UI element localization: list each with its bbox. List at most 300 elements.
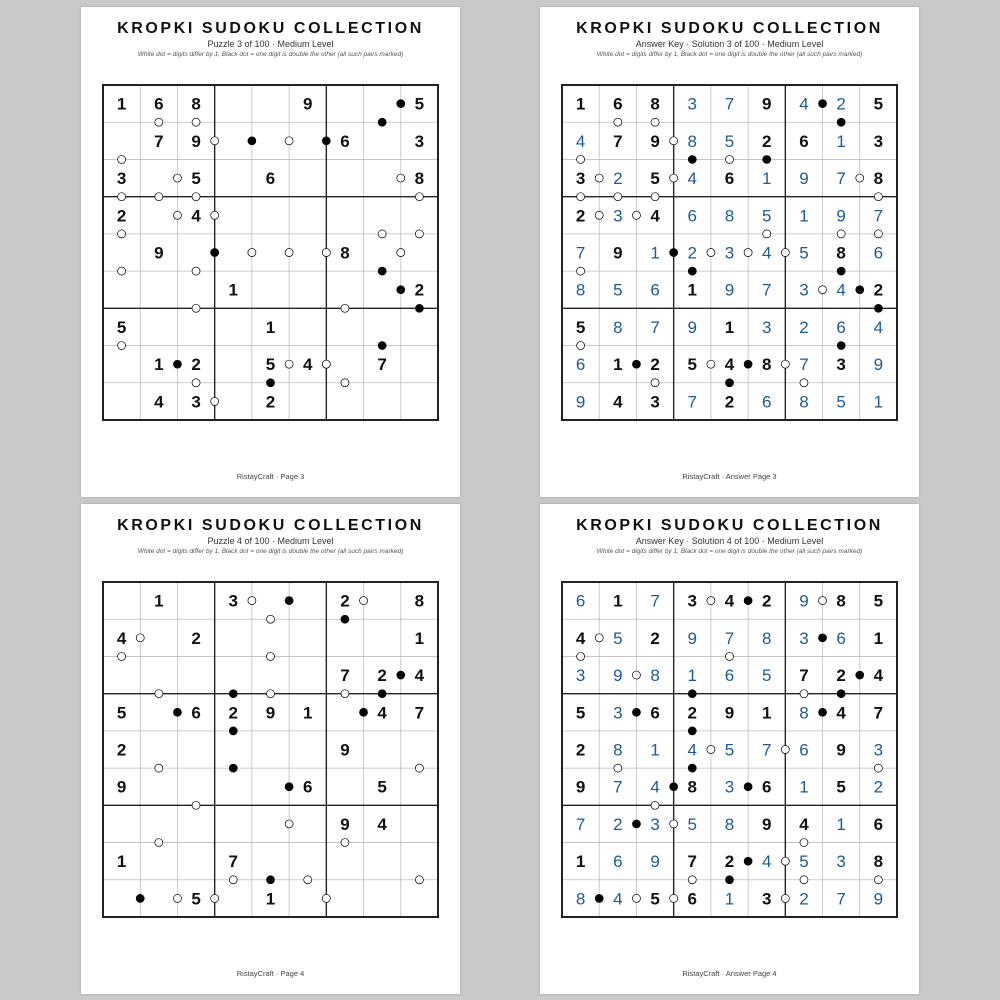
- solution-digit: 3: [799, 628, 809, 648]
- solution-digit: 1: [650, 740, 660, 760]
- page-title: KROPKI SUDOKU COLLECTION: [576, 517, 883, 534]
- given-digit: 2: [191, 355, 201, 375]
- given-digit: 1: [265, 889, 276, 909]
- solution-digit: 6: [799, 740, 809, 760]
- white-kropki-dot: [688, 876, 696, 884]
- given-digit: 1: [613, 591, 623, 611]
- given-digit: 4: [191, 206, 201, 226]
- given-digit: 2: [575, 206, 586, 226]
- black-kropki-dot: [211, 249, 219, 257]
- given-digit: 9: [116, 777, 127, 797]
- solution-digit: 7: [836, 889, 846, 909]
- solution-digit: 8: [761, 628, 772, 648]
- white-kropki-dot: [595, 211, 603, 219]
- white-kropki-dot: [856, 174, 864, 182]
- black-kropki-dot: [360, 708, 368, 716]
- given-digit: 8: [836, 243, 846, 263]
- given-digit: 5: [116, 703, 127, 723]
- white-kropki-dot: [800, 690, 808, 698]
- solution-digit: 4: [613, 889, 623, 909]
- white-kropki-dot: [781, 360, 789, 368]
- given-digit: 7: [340, 666, 350, 686]
- white-kropki-dot: [267, 690, 275, 698]
- solution-digit: 4: [650, 777, 660, 797]
- solution-digit: 3: [575, 666, 586, 686]
- black-kropki-dot: [322, 137, 330, 145]
- black-kropki-dot: [726, 876, 734, 884]
- black-kropki-dot: [397, 671, 405, 679]
- white-kropki-dot: [118, 267, 126, 275]
- solution-digit: 3: [724, 243, 735, 263]
- white-kropki-dot: [118, 155, 126, 163]
- given-digit: 5: [650, 169, 660, 189]
- white-kropki-dot: [192, 118, 200, 126]
- white-kropki-dot: [118, 230, 126, 238]
- solution-digit: 8: [575, 280, 586, 300]
- given-digit: 4: [873, 666, 884, 686]
- white-kropki-dot: [726, 652, 734, 660]
- given-digit: 1: [116, 852, 127, 872]
- given-digit: 9: [575, 777, 586, 797]
- black-kropki-dot: [688, 155, 696, 163]
- given-digit: 9: [613, 243, 623, 263]
- white-kropki-dot: [378, 230, 386, 238]
- white-kropki-dot: [397, 174, 405, 182]
- solution-digit: 7: [761, 740, 772, 760]
- solution-digit: 2: [799, 889, 809, 909]
- solution-digit: 8: [575, 889, 586, 909]
- given-digit: 1: [116, 94, 127, 114]
- black-kropki-dot: [819, 708, 827, 716]
- black-kropki-dot: [378, 342, 386, 350]
- given-digit: 9: [650, 131, 660, 151]
- given-digit: 4: [836, 703, 846, 723]
- given-digit: 3: [116, 169, 127, 189]
- white-kropki-dot: [173, 894, 181, 902]
- solution-digit: 6: [724, 666, 735, 686]
- white-kropki-dot: [211, 211, 219, 219]
- solution-digit: 5: [799, 243, 809, 263]
- black-kropki-dot: [248, 137, 256, 145]
- solution-digit: 5: [799, 852, 809, 872]
- black-kropki-dot: [595, 894, 603, 902]
- given-digit: 6: [873, 814, 884, 834]
- solution-digit: 2: [687, 243, 698, 263]
- given-digit: 6: [154, 94, 164, 114]
- black-kropki-dot: [397, 286, 405, 294]
- given-digit: 1: [613, 355, 623, 375]
- given-digit: 8: [873, 852, 884, 872]
- white-kropki-dot: [707, 249, 715, 257]
- white-kropki-dot: [118, 342, 126, 350]
- white-kropki-dot: [874, 764, 882, 772]
- solution-digit: 9: [613, 666, 623, 686]
- white-kropki-dot: [155, 764, 163, 772]
- white-kropki-dot: [595, 174, 603, 182]
- white-kropki-dot: [155, 193, 163, 201]
- solution-digit: 6: [873, 243, 884, 263]
- black-kropki-dot: [632, 708, 640, 716]
- given-digit: 1: [228, 280, 239, 300]
- given-digit: 2: [575, 740, 586, 760]
- white-kropki-dot: [211, 137, 219, 145]
- solution-digit: 4: [575, 131, 586, 151]
- black-kropki-dot: [397, 100, 405, 108]
- white-kropki-dot: [192, 267, 200, 275]
- given-digit: 7: [228, 852, 239, 872]
- white-kropki-dot: [173, 211, 181, 219]
- white-kropki-dot: [118, 652, 126, 660]
- white-kropki-dot: [726, 155, 734, 163]
- page-subtitle: Answer Key · Solution 4 of 100 · Medium Level: [635, 536, 824, 546]
- given-digit: 6: [687, 889, 698, 909]
- white-kropki-dot: [707, 360, 715, 368]
- white-kropki-dot: [800, 839, 808, 847]
- given-digit: 8: [191, 94, 201, 114]
- solution-digit: 4: [836, 280, 846, 300]
- black-kropki-dot: [726, 379, 734, 387]
- given-digit: 4: [613, 392, 623, 412]
- white-kropki-dot: [248, 249, 256, 257]
- given-digit: 8: [414, 591, 425, 611]
- black-kropki-dot: [378, 118, 386, 126]
- given-digit: 9: [761, 94, 772, 114]
- white-kropki-dot: [632, 671, 640, 679]
- solution-digit: 3: [724, 777, 735, 797]
- black-kropki-dot: [173, 708, 181, 716]
- given-digit: 2: [650, 628, 660, 648]
- given-digit: 7: [377, 355, 387, 375]
- solution-digit: 8: [799, 703, 809, 723]
- given-digit: 5: [191, 889, 201, 909]
- solution-digit: 1: [836, 131, 846, 151]
- white-kropki-dot: [322, 249, 330, 257]
- solution-digit: 3: [836, 852, 846, 872]
- solution-digit: 1: [873, 392, 884, 412]
- puzzle-page-4: [81, 504, 460, 994]
- solution-digit: 6: [836, 628, 846, 648]
- white-kropki-dot: [285, 137, 293, 145]
- solution-digit: 9: [799, 169, 809, 189]
- page-footer: RistayCraft · Answer Page 3: [682, 472, 777, 481]
- white-kropki-dot: [322, 360, 330, 368]
- white-kropki-dot: [670, 137, 678, 145]
- solution-digit: 5: [613, 628, 623, 648]
- given-digit: 9: [302, 94, 313, 114]
- solution-digit: 6: [687, 206, 698, 226]
- given-digit: 9: [340, 814, 350, 834]
- given-digit: 9: [836, 740, 846, 760]
- white-kropki-dot: [415, 876, 423, 884]
- white-kropki-dot: [670, 174, 678, 182]
- given-digit: 5: [265, 355, 276, 375]
- black-kropki-dot: [670, 783, 678, 791]
- given-digit: 2: [650, 355, 660, 375]
- black-kropki-dot: [763, 155, 771, 163]
- given-digit: 8: [687, 777, 698, 797]
- black-kropki-dot: [229, 690, 237, 698]
- solution-digit: 2: [873, 777, 884, 797]
- black-kropki-dot: [229, 727, 237, 735]
- given-digit: 2: [761, 591, 772, 611]
- white-kropki-dot: [304, 876, 312, 884]
- solution-digit: 7: [761, 280, 772, 300]
- given-digit: 5: [873, 94, 884, 114]
- given-digit: 5: [377, 777, 387, 797]
- white-kropki-dot: [211, 894, 219, 902]
- white-kropki-dot: [707, 597, 715, 605]
- page-footer: RistayCraft · Page 4: [236, 969, 305, 978]
- white-kropki-dot: [267, 615, 275, 623]
- white-kropki-dot: [341, 379, 349, 387]
- solution-digit: 4: [873, 317, 884, 337]
- black-kropki-dot: [415, 304, 423, 312]
- given-digit: 8: [836, 591, 846, 611]
- solution-digit: 4: [761, 852, 772, 872]
- given-digit: 4: [377, 703, 387, 723]
- white-kropki-dot: [577, 342, 585, 350]
- solution-digit: 7: [687, 392, 698, 412]
- given-digit: 8: [340, 243, 350, 263]
- black-kropki-dot: [632, 360, 640, 368]
- given-digit: 6: [613, 94, 623, 114]
- solution-digit: 1: [836, 814, 846, 834]
- page-subtitle: Puzzle 4 of 100 · Medium Level: [207, 536, 334, 546]
- answer-page-3: [540, 7, 919, 497]
- given-digit: 8: [873, 169, 884, 189]
- solution-digit: 7: [575, 814, 586, 834]
- given-digit: 2: [191, 628, 201, 648]
- solution-digit: 7: [724, 94, 735, 114]
- solution-digit: 3: [799, 280, 809, 300]
- solution-digit: 5: [613, 280, 623, 300]
- given-digit: 9: [191, 131, 201, 151]
- white-kropki-dot: [192, 379, 200, 387]
- solution-digit: 8: [613, 317, 623, 337]
- black-kropki-dot: [837, 342, 845, 350]
- solution-digit: 7: [836, 169, 846, 189]
- white-kropki-dot: [155, 690, 163, 698]
- solution-digit: 6: [613, 852, 623, 872]
- white-kropki-dot: [415, 230, 423, 238]
- black-kropki-dot: [632, 820, 640, 828]
- given-digit: 2: [836, 666, 846, 686]
- black-kropki-dot: [267, 379, 275, 387]
- given-digit: 9: [761, 814, 772, 834]
- solution-digit: 5: [836, 392, 846, 412]
- given-digit: 4: [799, 814, 809, 834]
- solution-digit: 1: [799, 206, 809, 226]
- black-kropki-dot: [744, 360, 752, 368]
- given-digit: 3: [575, 169, 586, 189]
- black-kropki-dot: [378, 267, 386, 275]
- white-kropki-dot: [415, 193, 423, 201]
- given-digit: 9: [265, 703, 276, 723]
- given-digit: 2: [265, 392, 276, 412]
- white-kropki-dot: [614, 764, 622, 772]
- given-digit: 2: [761, 131, 772, 151]
- white-kropki-dot: [155, 839, 163, 847]
- solution-digit: 2: [613, 169, 623, 189]
- given-digit: 4: [724, 355, 735, 375]
- white-kropki-dot: [285, 820, 293, 828]
- given-digit: 4: [414, 666, 425, 686]
- white-kropki-dot: [651, 118, 659, 126]
- solution-digit: 4: [687, 169, 698, 189]
- given-digit: 3: [836, 355, 846, 375]
- solution-digit: 6: [575, 355, 586, 375]
- solution-digit: 1: [724, 889, 735, 909]
- white-kropki-dot: [651, 379, 659, 387]
- given-digit: 6: [340, 131, 350, 151]
- given-digit: 3: [191, 392, 201, 412]
- white-kropki-dot: [248, 597, 256, 605]
- solution-digit: 9: [799, 591, 809, 611]
- solution-digit: 4: [687, 740, 698, 760]
- given-digit: 5: [575, 703, 586, 723]
- given-digit: 7: [687, 852, 698, 872]
- white-kropki-dot: [781, 249, 789, 257]
- rules-text: White dot = digits differ by 1, Black dot = one digit is double the other (all such pairs marked): [596, 51, 863, 58]
- white-kropki-dot: [595, 634, 603, 642]
- given-digit: 2: [724, 852, 735, 872]
- black-kropki-dot: [688, 764, 696, 772]
- given-digit: 2: [377, 666, 387, 686]
- rules-text: White dot = digits differ by 1, Black dot = one digit is double the other (all such pairs marked): [137, 548, 404, 555]
- solution-digit: 7: [613, 777, 623, 797]
- given-digit: 1: [575, 852, 586, 872]
- solution-digit: 8: [724, 814, 735, 834]
- black-kropki-dot: [136, 894, 144, 902]
- solution-digit: 2: [613, 814, 623, 834]
- white-kropki-dot: [819, 286, 827, 294]
- white-kropki-dot: [192, 801, 200, 809]
- solution-digit: 8: [687, 131, 698, 151]
- given-digit: 6: [191, 703, 201, 723]
- given-digit: 5: [575, 317, 586, 337]
- given-digit: 6: [265, 169, 276, 189]
- solution-digit: 6: [761, 392, 772, 412]
- white-kropki-dot: [781, 894, 789, 902]
- white-kropki-dot: [781, 746, 789, 754]
- white-kropki-dot: [819, 597, 827, 605]
- white-kropki-dot: [192, 304, 200, 312]
- solution-digit: 6: [650, 280, 660, 300]
- given-digit: 4: [575, 628, 586, 648]
- solution-digit: 7: [799, 355, 809, 375]
- solution-digit: 5: [724, 131, 735, 151]
- given-digit: 2: [340, 591, 350, 611]
- solution-digit: 7: [575, 243, 586, 263]
- solution-digit: 6: [836, 317, 846, 337]
- given-digit: 3: [650, 392, 660, 412]
- grid-border: [103, 582, 438, 917]
- solution-digit: 1: [761, 169, 772, 189]
- given-digit: 3: [687, 591, 698, 611]
- white-kropki-dot: [285, 360, 293, 368]
- given-digit: 5: [414, 94, 425, 114]
- solution-digit: 7: [873, 206, 884, 226]
- given-digit: 2: [687, 703, 698, 723]
- sudoku-grid: [103, 582, 438, 917]
- solution-digit: 9: [687, 628, 698, 648]
- solution-digit: 9: [687, 317, 698, 337]
- white-kropki-dot: [155, 118, 163, 126]
- black-kropki-dot: [341, 615, 349, 623]
- rules-text: White dot = digits differ by 1, Black dot = one digit is double the other (all such pairs marked): [137, 51, 404, 58]
- given-digit: 1: [154, 355, 164, 375]
- black-kropki-dot: [837, 118, 845, 126]
- rules-text: White dot = digits differ by 1, Black dot = one digit is double the other (all such pairs marked): [596, 548, 863, 555]
- given-digit: 5: [836, 777, 846, 797]
- white-kropki-dot: [707, 746, 715, 754]
- page-subtitle: Puzzle 3 of 100 · Medium Level: [207, 39, 334, 49]
- given-digit: 3: [414, 131, 425, 151]
- given-digit: 1: [873, 628, 884, 648]
- white-kropki-dot: [800, 379, 808, 387]
- given-digit: 1: [302, 703, 313, 723]
- white-kropki-dot: [173, 174, 181, 182]
- given-digit: 4: [302, 355, 313, 375]
- given-digit: 8: [650, 94, 660, 114]
- white-kropki-dot: [211, 397, 219, 405]
- white-kropki-dot: [632, 211, 640, 219]
- given-digit: 3: [873, 131, 884, 151]
- white-kropki-dot: [192, 193, 200, 201]
- black-kropki-dot: [688, 267, 696, 275]
- white-kropki-dot: [800, 876, 808, 884]
- solution-digit: 3: [873, 740, 884, 760]
- black-kropki-dot: [670, 249, 678, 257]
- given-digit: 7: [414, 703, 425, 723]
- solution-digit: 8: [613, 740, 623, 760]
- white-kropki-dot: [136, 634, 144, 642]
- page-footer: RistayCraft · Answer Page 4: [682, 969, 777, 978]
- given-digit: 2: [228, 703, 239, 723]
- solution-digit: 5: [724, 740, 735, 760]
- solution-digit: 4: [799, 94, 809, 114]
- white-kropki-dot: [322, 894, 330, 902]
- white-kropki-dot: [577, 155, 585, 163]
- solution-digit: 5: [687, 814, 698, 834]
- black-kropki-dot: [744, 857, 752, 865]
- solution-digit: 9: [836, 206, 846, 226]
- white-kropki-dot: [632, 894, 640, 902]
- given-digit: 1: [687, 280, 698, 300]
- given-digit: 9: [340, 740, 350, 760]
- solution-digit: 5: [761, 666, 772, 686]
- given-digit: 1: [724, 317, 735, 337]
- black-kropki-dot: [285, 597, 293, 605]
- white-kropki-dot: [285, 249, 293, 257]
- solution-digit: 3: [613, 703, 623, 723]
- white-kropki-dot: [229, 876, 237, 884]
- page-title: KROPKI SUDOKU COLLECTION: [576, 20, 883, 37]
- black-kropki-dot: [856, 286, 864, 294]
- white-kropki-dot: [744, 249, 752, 257]
- solution-digit: 9: [873, 889, 884, 909]
- given-digit: 1: [154, 591, 164, 611]
- white-kropki-dot: [397, 249, 405, 257]
- page-title: KROPKI SUDOKU COLLECTION: [117, 20, 424, 37]
- solution-digit: 3: [650, 814, 660, 834]
- white-kropki-dot: [651, 801, 659, 809]
- given-digit: 6: [799, 131, 809, 151]
- white-kropki-dot: [837, 230, 845, 238]
- given-digit: 6: [724, 169, 735, 189]
- solution-digit: 9: [575, 392, 586, 412]
- solution-digit: 1: [687, 666, 698, 686]
